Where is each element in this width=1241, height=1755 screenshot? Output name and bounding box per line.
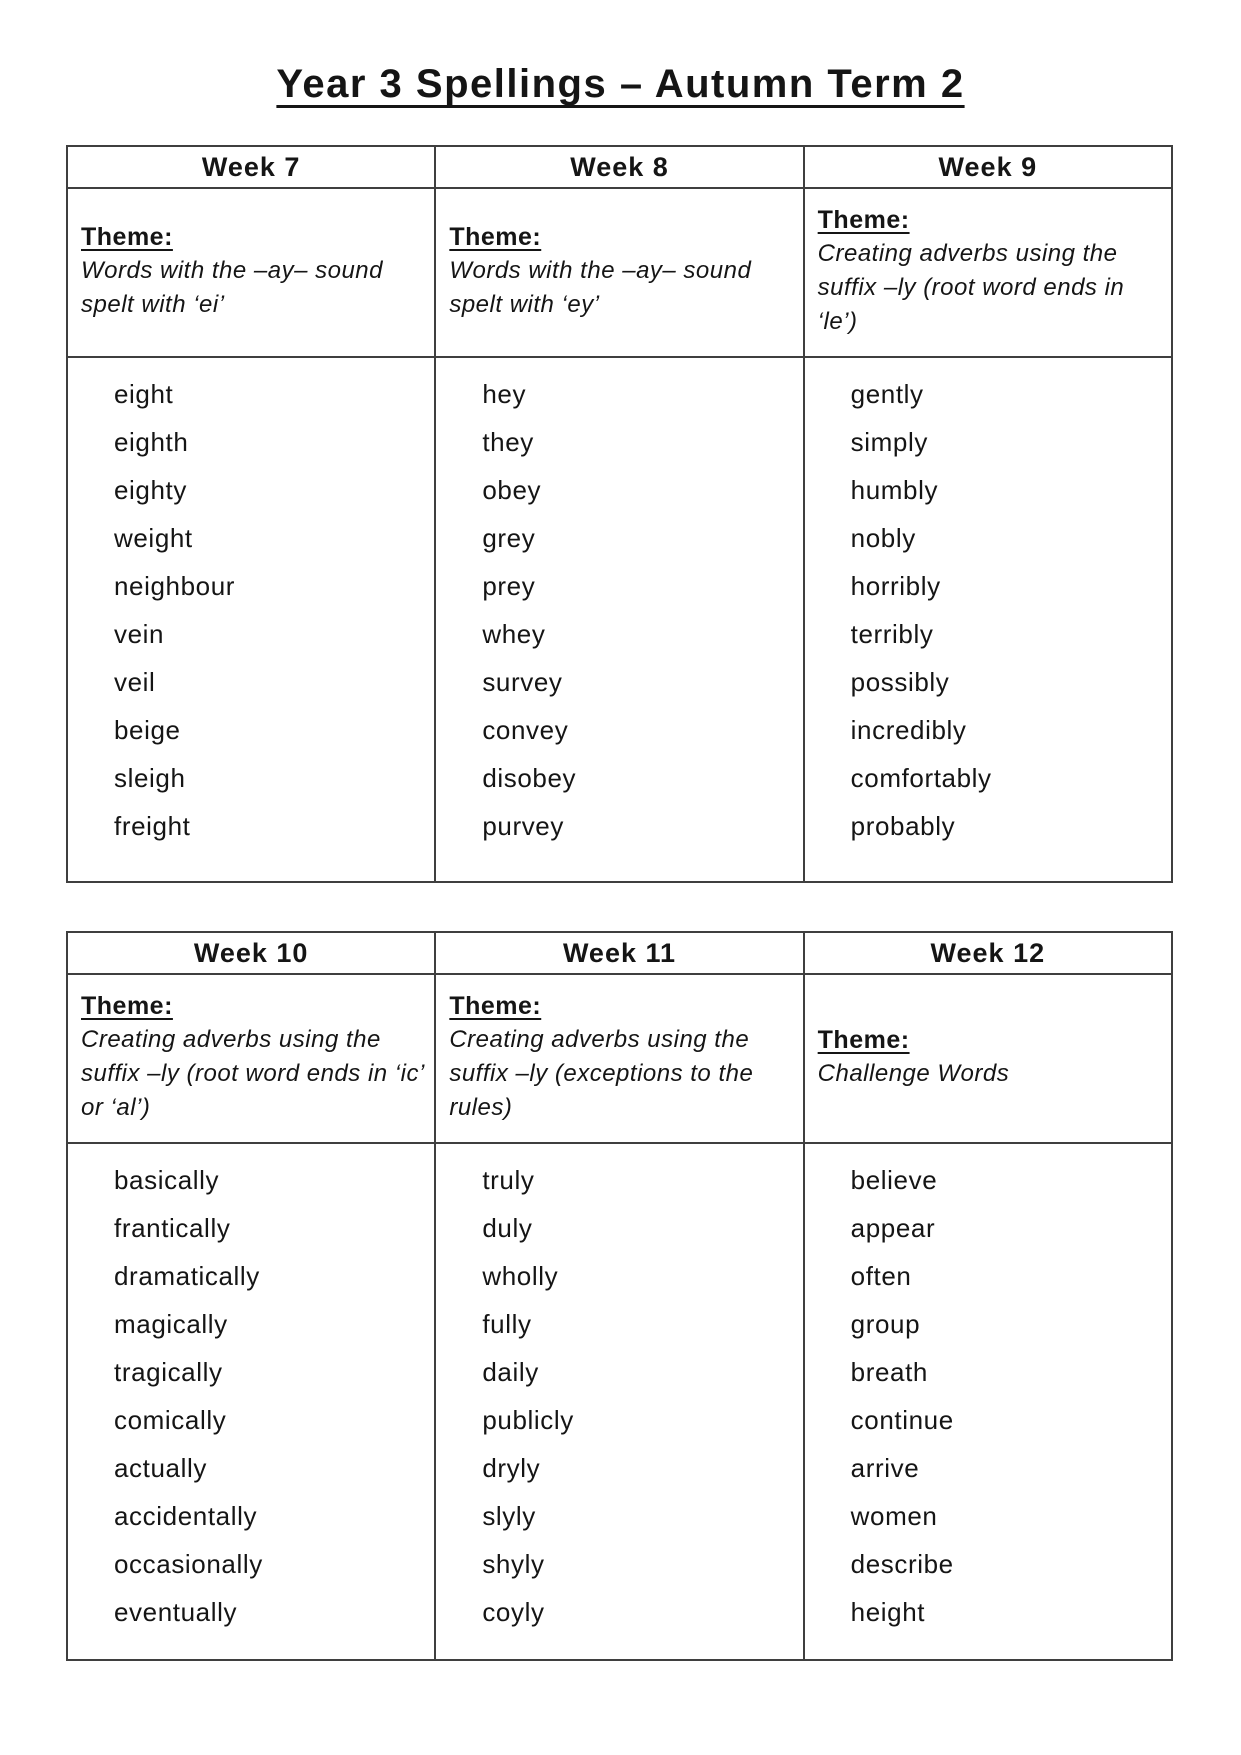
word-item: hey	[482, 379, 527, 409]
word-item: shyly	[482, 1549, 545, 1579]
word-item: neighbour	[114, 571, 236, 601]
theme-label: Theme:	[81, 992, 173, 1020]
weeks-table-10-12	[66, 931, 1173, 1661]
word-item: women	[850, 1501, 938, 1531]
weeks-table-7-9	[66, 145, 1173, 883]
week-10-theme-text: Creating adverbs using the suffix –ly (root word ends in ‘ic’ or ‘al’)	[81, 1026, 424, 1121]
week-7-theme-text: Words with the –ay– sound spelt with ‘ei’	[81, 257, 383, 318]
week-12-theme-text: Challenge Words	[817, 1060, 1010, 1087]
theme-label: Theme:	[81, 223, 173, 251]
week-header-row	[67, 932, 1172, 974]
week-8-header: Week 8	[435, 146, 803, 188]
word-item: wholly	[482, 1261, 559, 1291]
week-11-header: Week 11	[435, 932, 803, 974]
word-item: believe	[850, 1165, 938, 1195]
word-item: dryly	[482, 1453, 541, 1483]
week-11-word-list	[482, 1156, 794, 1636]
theme-label: Theme:	[449, 992, 542, 1020]
word-item: whey	[482, 619, 546, 649]
word-item: breath	[850, 1357, 928, 1387]
word-item: often	[850, 1261, 912, 1291]
week-9-header: Week 9	[804, 146, 1172, 188]
week-7-theme-cell	[67, 188, 435, 357]
word-item: veil	[114, 667, 156, 697]
word-item: beige	[114, 715, 181, 745]
word-item: horribly	[850, 571, 941, 601]
week-12-header: Week 12	[804, 932, 1172, 974]
theme-row	[67, 974, 1172, 1143]
word-item: slyly	[482, 1501, 536, 1531]
week-9-theme-cell	[804, 188, 1172, 357]
word-item: convey	[482, 715, 569, 745]
week-10-words-cell	[67, 1143, 435, 1660]
word-item: basically	[114, 1165, 220, 1195]
week-9-theme-text: Creating adverbs using the suffix –ly (root word ends in ‘le’)	[817, 240, 1125, 335]
week-12-theme-cell	[804, 974, 1172, 1143]
word-item: comfortably	[850, 763, 992, 793]
word-item: frantically	[114, 1213, 231, 1243]
word-item: appear	[850, 1213, 936, 1243]
word-item: occasionally	[114, 1549, 263, 1579]
word-item: terribly	[850, 619, 934, 649]
word-item: grey	[482, 523, 536, 553]
word-item: incredibly	[850, 715, 967, 745]
word-item: eight	[114, 379, 174, 409]
word-item: truly	[482, 1165, 535, 1195]
week-10-theme-cell	[67, 974, 435, 1143]
word-item: height	[850, 1597, 926, 1627]
theme-row	[67, 188, 1172, 357]
week-7-word-list	[114, 370, 426, 850]
word-item: accidentally	[114, 1501, 258, 1531]
week-12-word-list	[851, 1156, 1163, 1636]
words-row	[67, 357, 1172, 882]
word-item: duly	[482, 1213, 533, 1243]
word-item: freight	[114, 811, 191, 841]
word-item: eventually	[114, 1597, 238, 1627]
word-item: eighth	[114, 427, 189, 457]
word-item: magically	[114, 1309, 228, 1339]
week-12-words-cell	[804, 1143, 1172, 1660]
theme-label: Theme:	[449, 223, 542, 251]
word-item: publicly	[482, 1405, 574, 1435]
week-9-word-list	[851, 370, 1163, 850]
week-11-words-cell	[435, 1143, 803, 1660]
week-9-words-cell	[804, 357, 1172, 882]
week-7-header: Week 7	[67, 146, 435, 188]
word-item: daily	[482, 1357, 539, 1387]
week-8-theme-text: Words with the –ay– sound spelt with ‘ey’	[449, 257, 752, 318]
word-item: dramatically	[114, 1261, 260, 1291]
word-item: vein	[114, 619, 165, 649]
week-7-words-cell	[67, 357, 435, 882]
week-8-theme-cell	[435, 188, 803, 357]
word-item: purvey	[482, 811, 564, 841]
word-item: gently	[850, 379, 924, 409]
word-item: possibly	[850, 667, 950, 697]
word-item: simply	[850, 427, 928, 457]
word-item: group	[850, 1309, 921, 1339]
word-item: they	[482, 427, 534, 457]
word-item: prey	[482, 571, 536, 601]
word-item: continue	[850, 1405, 954, 1435]
week-11-theme-cell	[435, 974, 803, 1143]
word-item: fully	[482, 1309, 532, 1339]
week-10-header: Week 10	[67, 932, 435, 974]
word-item: actually	[114, 1453, 207, 1483]
word-item: obey	[482, 475, 542, 505]
word-item: disobey	[482, 763, 577, 793]
word-item: probably	[850, 811, 956, 841]
week-8-words-cell	[435, 357, 803, 882]
words-row	[67, 1143, 1172, 1660]
word-item: sleigh	[114, 763, 186, 793]
page-title	[0, 0, 1241, 107]
week-10-word-list	[114, 1156, 426, 1636]
word-item: arrive	[850, 1453, 920, 1483]
word-item: humbly	[850, 475, 939, 505]
word-item: weight	[114, 523, 193, 553]
word-item: tragically	[114, 1357, 223, 1387]
word-item: eighty	[114, 475, 187, 505]
week-header-row	[67, 146, 1172, 188]
theme-label: Theme:	[817, 1026, 910, 1054]
week-8-word-list	[482, 370, 794, 850]
word-item: survey	[482, 667, 563, 697]
word-item: describe	[850, 1549, 954, 1579]
word-item: nobly	[850, 523, 916, 553]
theme-label: Theme:	[817, 206, 910, 234]
week-11-theme-text: Creating adverbs using the suffix –ly (exceptions to the rules)	[449, 1026, 754, 1121]
page-title-text: Year 3 Spellings – Autumn Term 2	[276, 62, 965, 106]
word-item: coyly	[482, 1597, 545, 1627]
word-item: comically	[114, 1405, 227, 1435]
